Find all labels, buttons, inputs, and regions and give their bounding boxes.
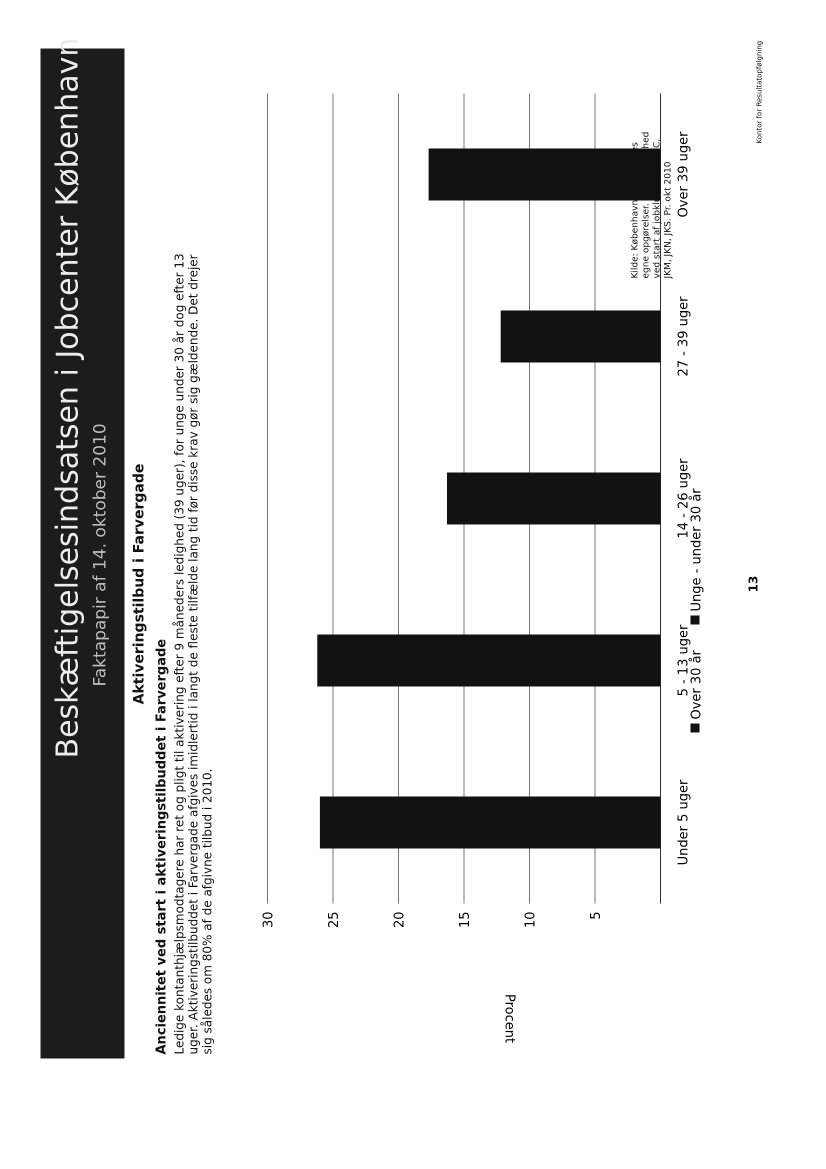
page-title: Beskæftigelsesindsatsen i Jobcenter København — [50, 37, 86, 759]
legend-label: Unge - under 30 år — [689, 488, 705, 612]
bar — [501, 311, 661, 363]
bar — [317, 635, 660, 687]
x-tick-label: 14 - 26 uger — [676, 458, 692, 539]
y-tick-label: 25 — [327, 911, 342, 929]
chart-heading: Anciennitet ved start i aktiveringstilbuddet i Farvergade — [154, 638, 170, 1055]
x-tick-label: 27 - 39 uger — [676, 296, 692, 377]
x-tick-label: 5 - 13 uger — [676, 624, 692, 697]
source-note: Kilde: Københavns Kommunes egne opgørelser. Uger i ledighed ved start af jobklubforløb AMC, JKM, JKN, JKS. Pr. okt 2010 — [630, 131, 674, 279]
legend-swatch — [691, 724, 700, 733]
chart-bars — [317, 149, 660, 849]
rotated-page — [1, 0, 826, 1169]
chart-legend — [690, 488, 705, 733]
y-tick-label: 10 — [523, 911, 539, 929]
x-tick-label: Over 39 uger — [676, 131, 692, 218]
bar — [429, 149, 661, 201]
footer-office: Kontor for Resultatopfølgning — [755, 40, 764, 144]
x-tick-label: Under 5 uger — [676, 779, 692, 866]
page-subtitle: Faktapapir af 14. oktober 2010 — [90, 423, 111, 687]
y-tick-label: 15 — [458, 911, 473, 929]
y-axis-label: Procent — [501, 993, 517, 1044]
page-number: 13 — [746, 575, 761, 593]
y-tick-label: 20 — [392, 911, 408, 929]
bar — [447, 473, 661, 525]
legend-label: Over 30 år — [689, 650, 705, 720]
y-tick-label: 30 — [261, 911, 277, 929]
bar-chart — [1, 0, 826, 1169]
bar — [320, 797, 661, 849]
section-title: Aktiveringstilbud i Farvergade — [131, 463, 148, 705]
intro-text: Ledige kontanthjælpsmodtagere har ret og pligt til aktivering efter 9 måneders ledighed (39 uger), for unge under 30 år dog efter 13 uger. Aktiveringstilbuddet i Farvergade afgives imidlertid i langt de fleste tilfælde lang tid før disse krav gør sig gældende. Det drejer sig således om 80% af de afgivne tilbud i 2010. — [172, 253, 215, 1055]
legend-swatch — [691, 616, 700, 625]
y-tick-label: 5 — [589, 911, 604, 920]
y-tick-labels — [262, 912, 605, 929]
